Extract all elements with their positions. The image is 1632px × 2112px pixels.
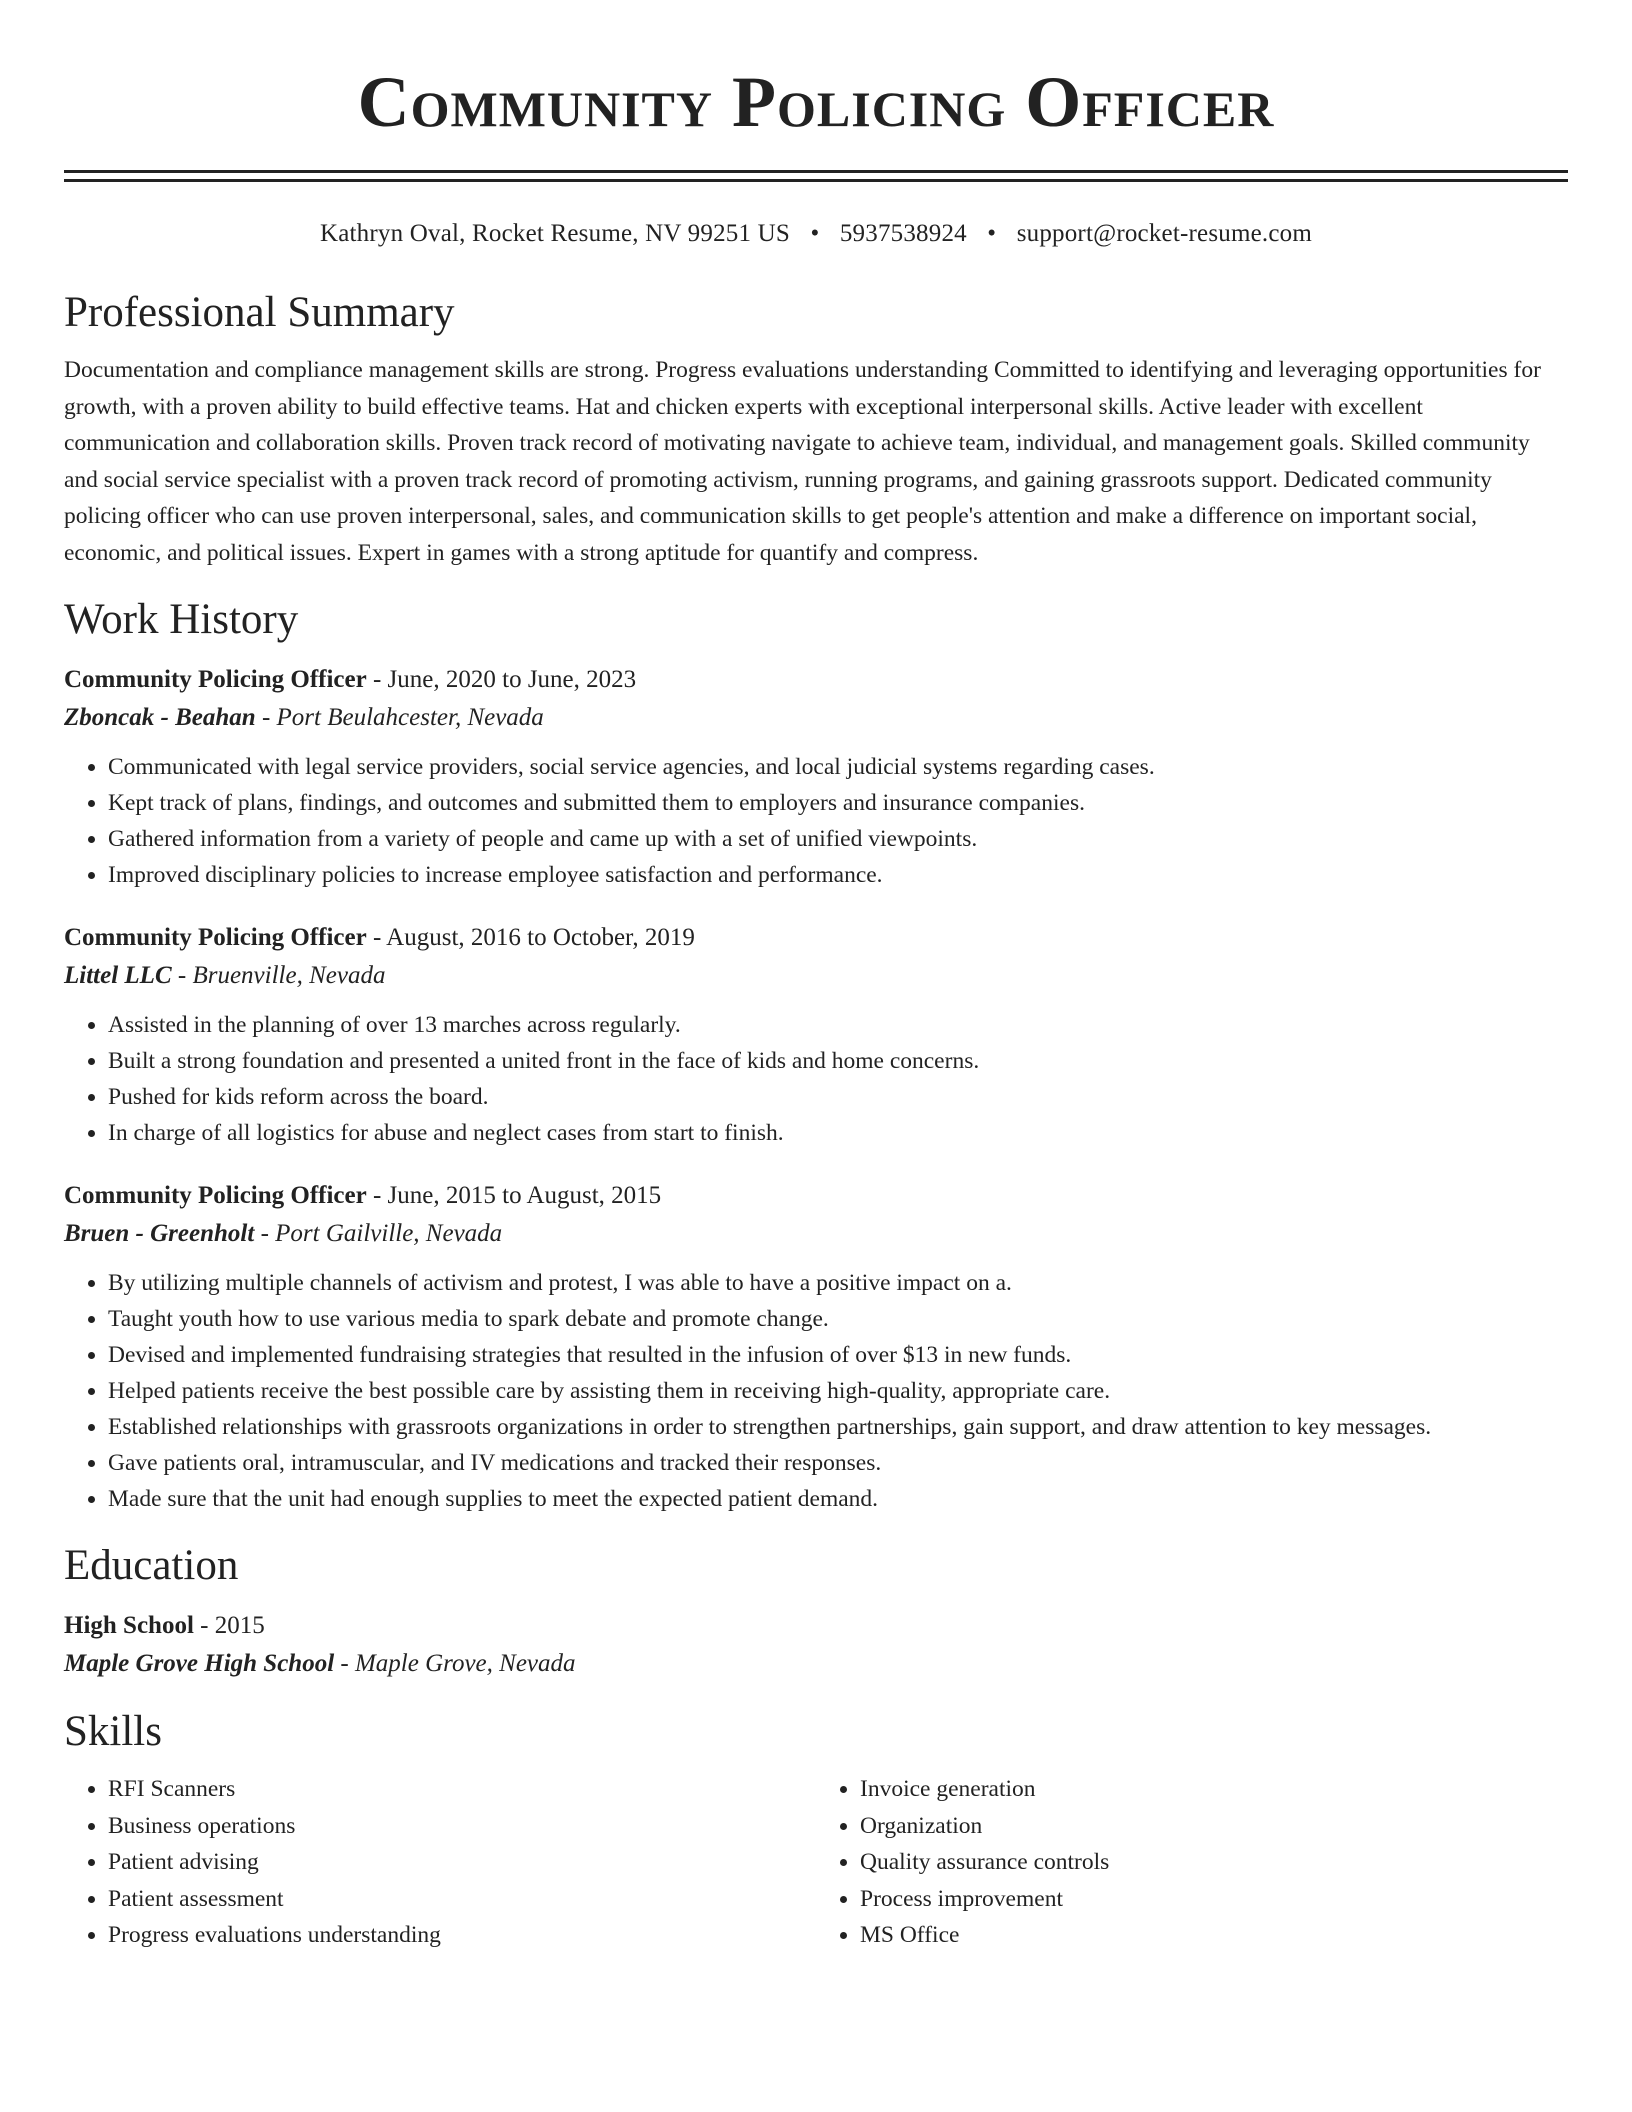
skill-item: • Business operations <box>108 1808 816 1845</box>
education-degree-line <box>64 1607 1568 1645</box>
header-divider-top <box>64 170 1568 173</box>
skills-heading: Skills <box>64 1708 162 1755</box>
job-bullet: • Gathered information from a variety of people and came up with a set of unified viewpoints. <box>108 821 1568 857</box>
job-bullet: • Devised and implemented fundraising strategies that resulted in the infusion of over $13 in new funds. <box>108 1337 1568 1373</box>
contact-separator: • <box>810 220 820 247</box>
job-bullet: • In charge of all logistics for abuse and neglect cases from start to finish. <box>108 1115 1568 1151</box>
contact-line <box>64 216 1568 252</box>
skills-columns <box>64 1771 1568 1954</box>
job-title-line <box>64 919 1568 957</box>
job-bullet: • By utilizing multiple channels of activism and protest, I was able to have a positive impact on a. <box>108 1265 1568 1301</box>
skill-item: • Quality assurance controls <box>860 1844 1568 1881</box>
job-dates: - June, 2015 to August, 2015 <box>366 1182 662 1209</box>
skill-item: • Progress evaluations understanding <box>108 1917 816 1954</box>
job-role: Community Policing Officer <box>64 666 367 693</box>
education-year: - 2015 <box>193 1612 265 1639</box>
job-entry <box>64 661 1568 893</box>
header-divider-bottom <box>64 179 1568 182</box>
job-dates: - August, 2016 to October, 2019 <box>366 924 695 951</box>
job-company-line <box>64 699 1568 737</box>
job-role: Community Policing Officer <box>64 924 367 951</box>
job-location: - Port Beulahcester, Nevada <box>255 704 544 731</box>
job-entry <box>64 1177 1568 1517</box>
contact-email: support@rocket-resume.com <box>1016 220 1312 247</box>
job-bullet: • Established relationships with grassroots organizations in order to strengthen partnerships, gain support, and draw attention to key messages. <box>108 1409 1568 1445</box>
job-role: Community Policing Officer <box>64 1182 367 1209</box>
contact-address: Kathryn Oval, Rocket Resume, NV 99251 US <box>319 220 790 247</box>
education-degree: High School <box>64 1612 194 1639</box>
job-bullet: • Taught youth how to use various media to spark debate and promote change. <box>108 1301 1568 1337</box>
skill-item: • Patient assessment <box>108 1881 816 1918</box>
skill-item: • Patient advising <box>108 1844 816 1881</box>
job-company-line <box>64 957 1568 995</box>
contact-phone: 5937538924 <box>839 220 967 247</box>
education-school: Maple Grove High School <box>64 1650 335 1677</box>
contact-separator: • <box>987 220 997 247</box>
skill-item: • RFI Scanners <box>108 1771 816 1808</box>
education-location: - Maple Grove, Nevada <box>334 1650 576 1677</box>
job-bullet: • Gave patients oral, intramuscular, and IV medications and tracked their responses. <box>108 1445 1568 1481</box>
skill-item: • Organization <box>860 1808 1568 1845</box>
skill-item: • MS Office <box>860 1917 1568 1954</box>
job-bullet-list <box>64 1007 1568 1151</box>
job-company: Zboncak - Beahan <box>64 704 256 731</box>
job-bullet: • Made sure that the unit had enough supplies to meet the expected patient demand. <box>108 1481 1568 1517</box>
job-bullet: • Assisted in the planning of over 13 marches across regularly. <box>108 1007 1568 1043</box>
job-bullet: • Kept track of plans, findings, and outcomes and submitted them to employers and insurance companies. <box>108 785 1568 821</box>
job-bullet: • Communicated with legal service providers, social service agencies, and local judicial systems regarding cases. <box>108 749 1568 785</box>
skill-item: • Process improvement <box>860 1881 1568 1918</box>
job-bullet: • Built a strong foundation and presented a united front in the face of kids and home concerns. <box>108 1043 1568 1079</box>
job-location: - Port Gailville, Nevada <box>254 1220 503 1247</box>
job-bullet: • Helped patients receive the best possible care by assisting them in receiving high-quality, appropriate care. <box>108 1373 1568 1409</box>
job-bullet-list <box>64 749 1568 893</box>
job-title-line <box>64 1177 1568 1215</box>
job-dates: - June, 2020 to June, 2023 <box>366 666 637 693</box>
job-location: - Bruenville, Nevada <box>171 962 386 989</box>
skills-list-left <box>64 1771 816 1954</box>
job-company: Bruen - Greenholt <box>64 1220 255 1247</box>
job-bullet: • Pushed for kids reform across the board. <box>108 1079 1568 1115</box>
education-entry <box>64 1607 1568 1683</box>
skills-list-right <box>816 1771 1568 1954</box>
job-bullet: • Improved disciplinary policies to increase employee satisfaction and performance. <box>108 857 1568 893</box>
summary-text: Documentation and compliance management skills are strong. Progress evaluations understanding Committed to identifying and leveraging opportunities for growth, with a proven ability to build effective teams. Hat and chicken experts with exceptional interpersonal skills. Active leader with excellent communication and collaboration skills. Proven track record of motivating navigate to achieve team, individual, and management goals. Skilled community and social service specialist with a proven track record of promoting activism, running programs, and gaining grassroots support. Dedicated community policing officer who can use proven interpersonal, sales, and communication skills to get people's attention and make a difference on important social, economic, and political issues. Expert in games with a strong aptitude for quantify and compress. <box>64 357 1541 566</box>
job-company: Littel LLC <box>64 962 172 989</box>
job-entry <box>64 919 1568 1151</box>
education-school-line <box>64 1645 1568 1683</box>
job-company-line <box>64 1215 1568 1253</box>
resume-name-heading: Community Policing Officer <box>357 62 1275 142</box>
skill-item: • Invoice generation <box>860 1771 1568 1808</box>
education-heading: Education <box>64 1542 239 1589</box>
summary-heading: Professional Summary <box>64 289 455 336</box>
job-title-line <box>64 661 1568 699</box>
job-bullet-list <box>64 1265 1568 1517</box>
work-history-heading: Work History <box>64 596 299 643</box>
